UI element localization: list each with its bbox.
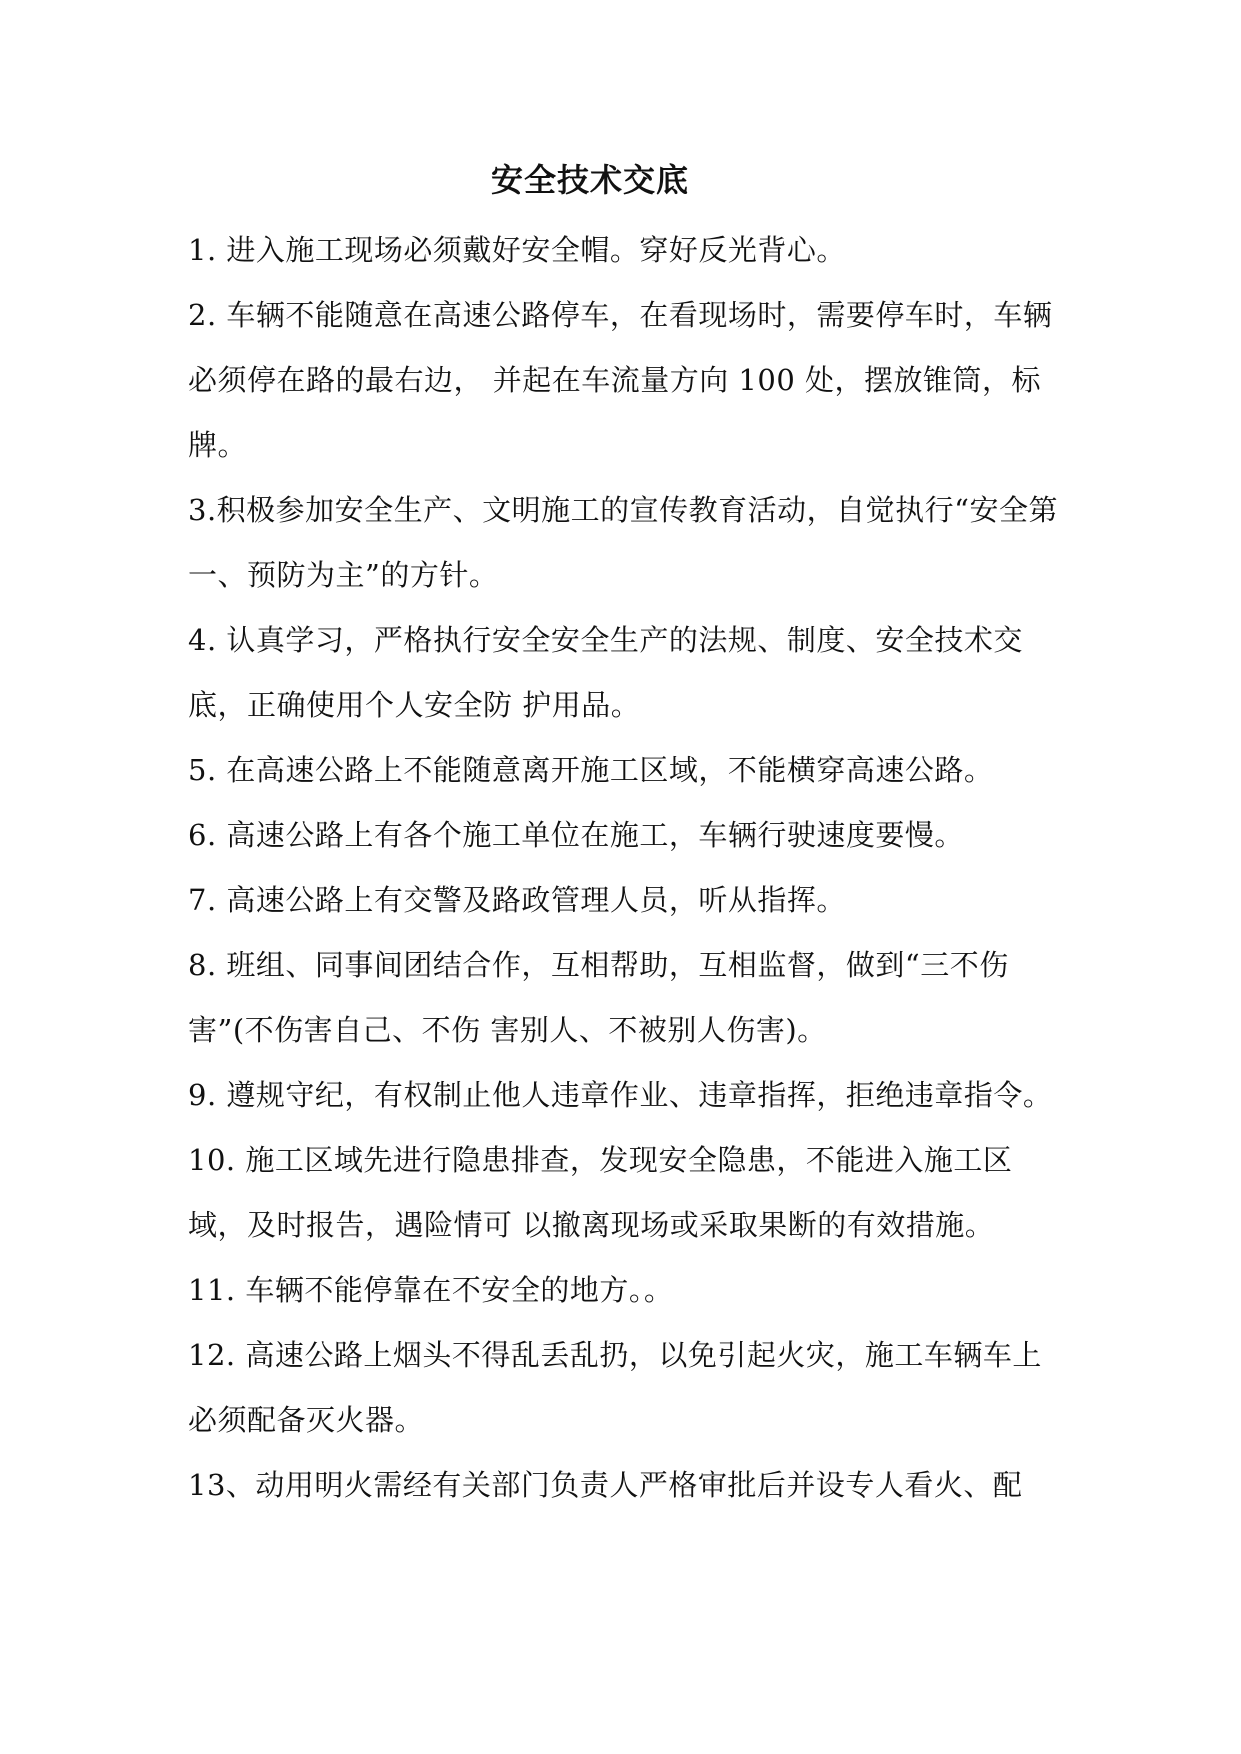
paragraph-7: 7. 高速公路上有交警及路政管理人员，听从指挥。 [188,883,846,917]
paragraph-10: 10. 施工区域先进行隐患排查，发现安全隐患，不能进入施工区域，及时报告，遇险情可 以撤离现场或采取果断的有效措施。 [188,1143,1013,1242]
paragraph-13: 13、动用明火需经有关部门负责人严格审批后并设专人看火、配 [188,1468,1023,1502]
paragraph-12: 12. 高速公路上烟头不得乱丢乱扔，以免引起火灾，施工车辆车上必须配备灭火器。 [188,1338,1042,1437]
paragraph-5: 5. 在高速公路上不能随意离开施工区域，不能横穿高速公路。 [188,753,994,787]
paragraph-4: 4. 认真学习，严格执行安全安全生产的法规、制度、安全技术交底，正确使用个人安全防 护用品。 [188,623,1023,722]
paragraph-8: 8. 班组、同事间团结合作，互相帮助，互相监督，做到“三不伤害”(不伤害自己、不伤 害别人、不被别人伤害)。 [188,948,1009,1047]
paragraph-2: 2. 车辆不能随意在高速公路停车，在看现场时，需要停车时，车辆必须停在路的最右边， 并起在车流量方向 100 处，摆放锥筒，标牌。 [188,298,1053,462]
paragraph-6: 6. 高速公路上有各个施工单位在施工，车辆行驶速度要慢。 [188,818,964,852]
paragraph-11: 11. 车辆不能停靠在不安全的地方。。 [188,1273,674,1307]
paragraph-9: 9. 遵规守纪，有权制止他人违章作业、违章指挥，拒绝违章指令。 [188,1078,1053,1112]
document-body [188,218,1068,1518]
document-title: 安全技术交底 [490,161,689,199]
paragraph-1: 1. 进入施工现场必须戴好安全帽。穿好反光背心。 [188,233,846,267]
paragraph-3: 3.积极参加安全生产、文明施工的宣传教育活动，自觉执行“安全第一、预防为主”的方针。 [188,493,1058,592]
